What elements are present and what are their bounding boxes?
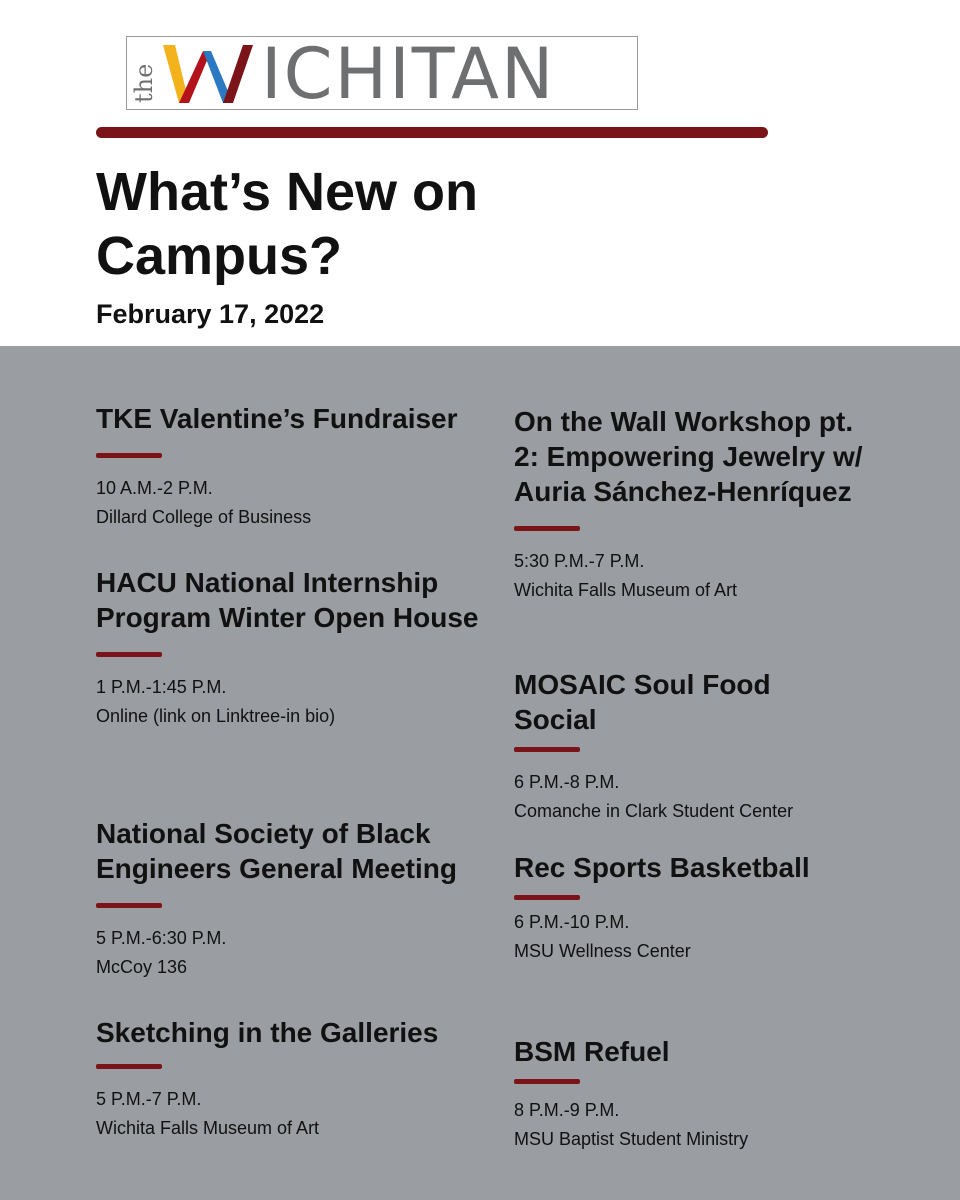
logo-w-mark <box>161 41 259 107</box>
header-rule <box>96 127 768 138</box>
event-item <box>514 850 814 966</box>
event-title: Rec Sports Basketball <box>514 852 810 883</box>
issue-date: February 17, 2022 <box>96 299 325 329</box>
wichitan-logo <box>126 33 638 115</box>
page-title: What’s New on Campus? <box>96 162 479 286</box>
event-time: 5 P.M.-6:30 P.M. <box>96 928 227 948</box>
logo-wordmark: ICHITAN <box>261 33 556 115</box>
event-location: Dillard College of Business <box>96 507 312 527</box>
event-time: 5:30 P.M.-7 P.M. <box>514 551 645 571</box>
event-location: McCoy 136 <box>96 957 188 977</box>
event-divider <box>96 1064 162 1069</box>
event-item <box>96 816 516 982</box>
event-divider <box>514 895 580 900</box>
event-title: On the Wall Workshop pt. 2: Empowering Jewelry w/ Auria Sánchez-Henríquez <box>514 406 863 507</box>
event-divider <box>514 747 580 752</box>
event-item <box>96 1015 516 1143</box>
event-title: MOSAIC Soul Food Social <box>514 669 771 735</box>
event-location: Online (link on Linktree-in bio) <box>96 706 336 726</box>
event-location: MSU Wellness Center <box>514 941 691 961</box>
event-location: Wichita Falls Museum of Art <box>514 580 738 600</box>
logo-prefix-text: the <box>131 63 158 103</box>
event-location: MSU Baptist Student Ministry <box>514 1129 749 1149</box>
event-time: 6 P.M.-8 P.M. <box>514 772 620 792</box>
event-time: 1 P.M.-1:45 P.M. <box>96 677 227 697</box>
event-item <box>514 667 854 826</box>
event-item <box>514 404 864 605</box>
event-item <box>96 565 496 731</box>
event-title: Sketching in the Galleries <box>96 1017 439 1048</box>
event-item <box>96 401 516 532</box>
event-item <box>514 1034 854 1154</box>
event-divider <box>514 1079 580 1084</box>
event-divider <box>96 903 162 908</box>
event-location: Wichita Falls Museum of Art <box>96 1118 320 1138</box>
event-time: 8 P.M.-9 P.M. <box>514 1100 620 1120</box>
event-time: 6 P.M.-10 P.M. <box>514 912 630 932</box>
event-divider <box>96 652 162 657</box>
event-time: 5 P.M.-7 P.M. <box>96 1089 202 1109</box>
event-divider <box>96 453 162 458</box>
event-location: Comanche in Clark Student Center <box>514 801 794 821</box>
event-divider <box>514 526 580 531</box>
event-title: HACU National Internship Program Winter Open House <box>96 567 479 633</box>
event-title: BSM Refuel <box>514 1036 670 1067</box>
event-title: National Society of Black Engineers General Meeting <box>96 818 457 884</box>
event-time: 10 A.M.-2 P.M. <box>96 478 213 498</box>
logo-prefix <box>131 39 159 107</box>
event-title: TKE Valentine’s Fundraiser <box>96 403 458 434</box>
